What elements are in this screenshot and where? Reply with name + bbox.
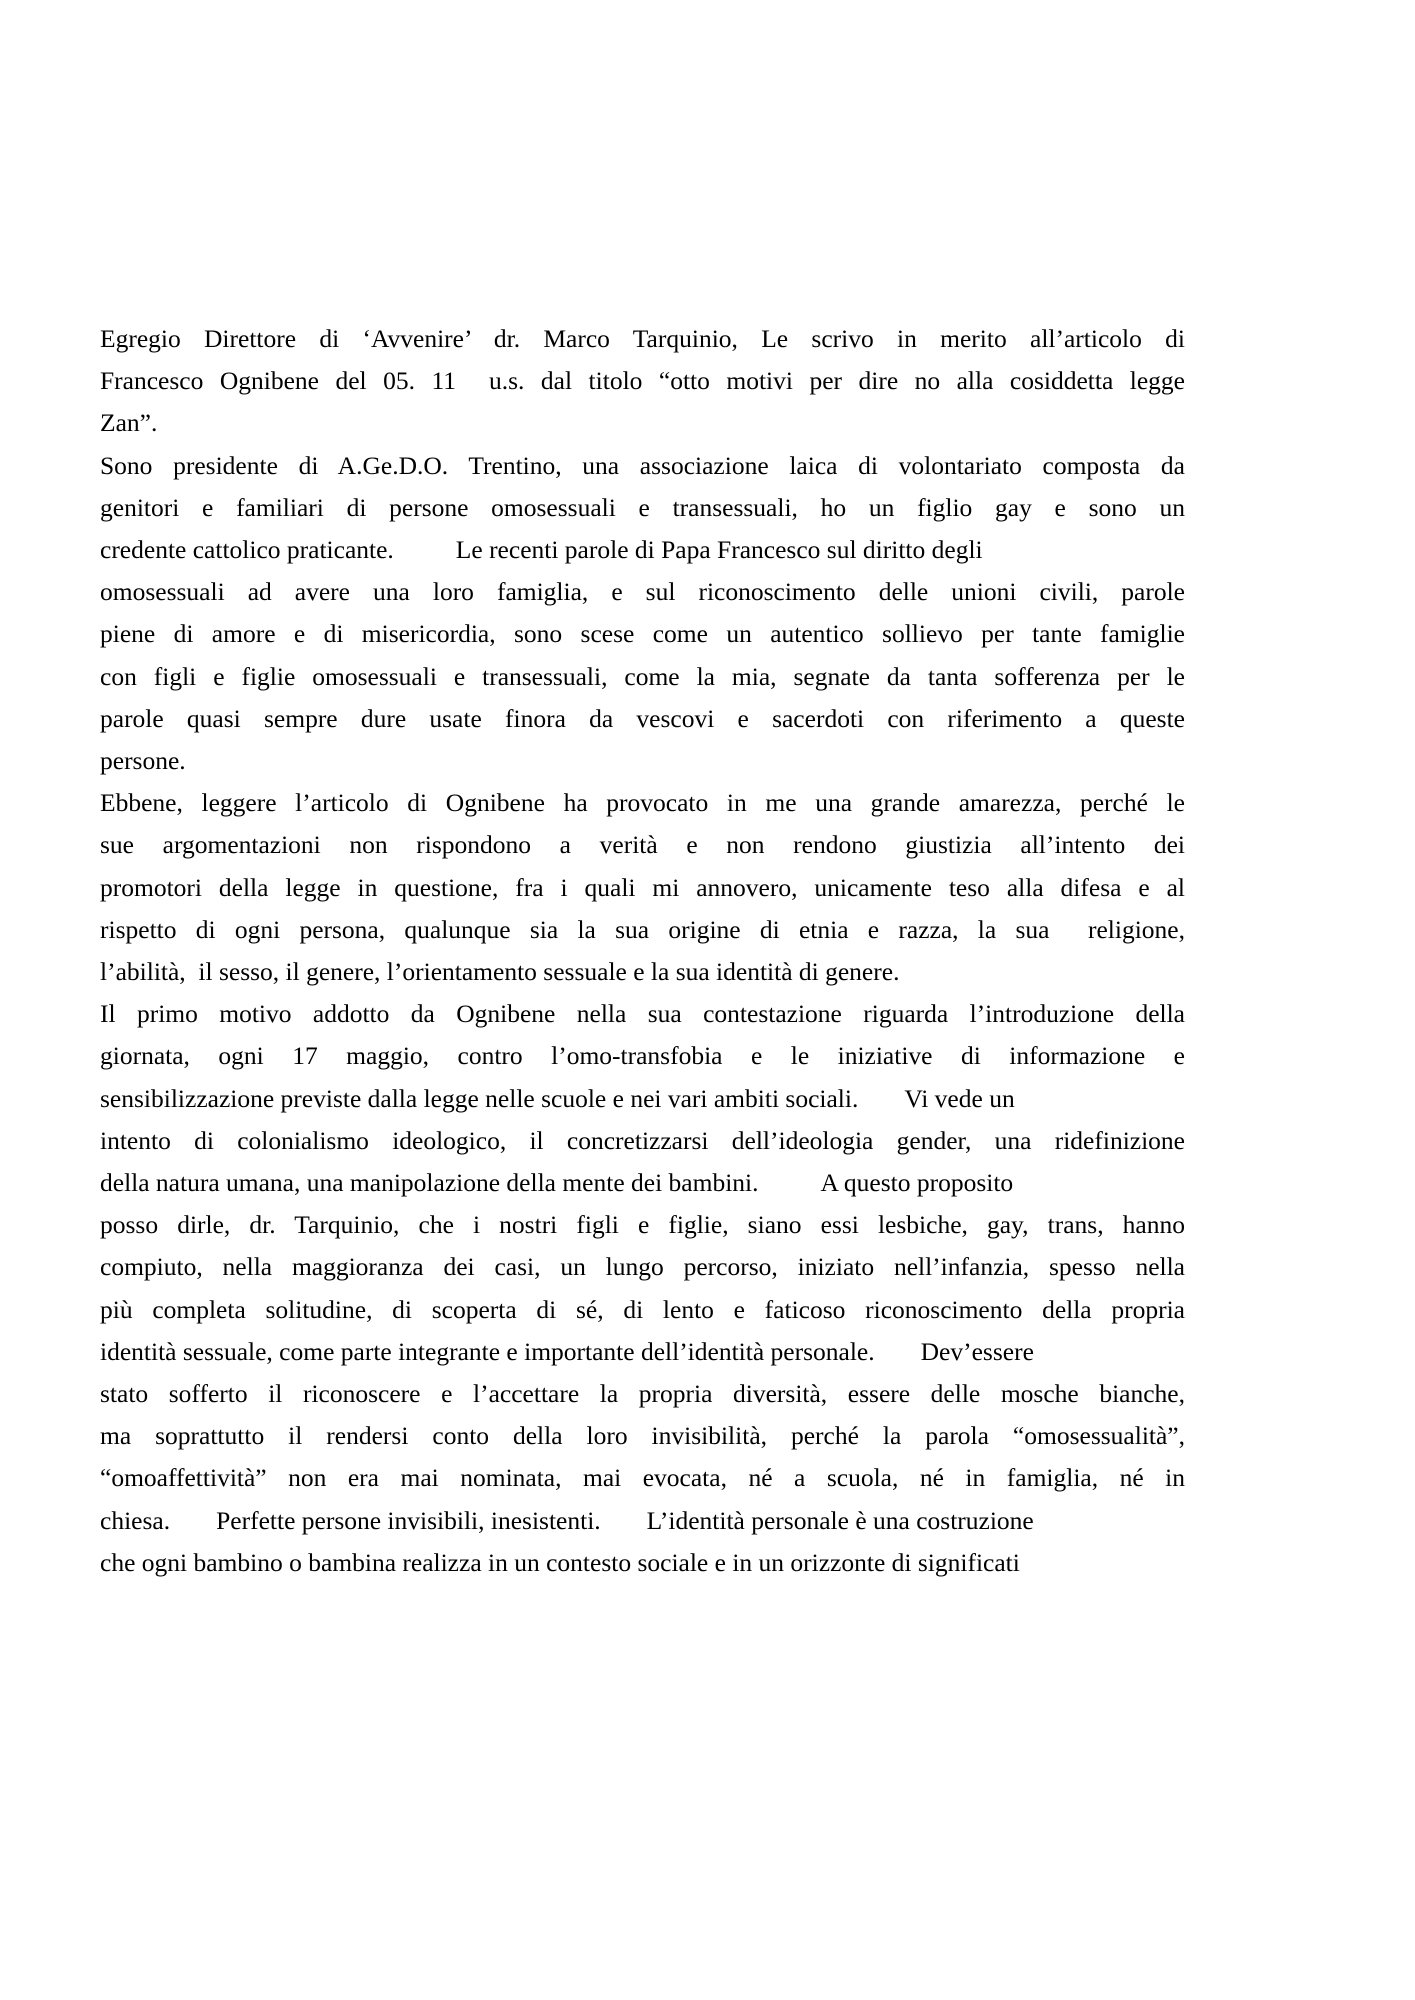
text-line: genitori e familiari di persone omosessuali e transessuali, ho un figlio gay e sono un xyxy=(100,492,1185,522)
text-line-split xyxy=(100,1331,1185,1373)
text-line: intento di colonialismo ideologico, il concretizzarsi dell’ideologia gender, una ridefinizione xyxy=(100,1125,1185,1155)
text-segment: A questo proposito xyxy=(820,1168,1014,1198)
text-line: ma soprattutto il rendersi conto della loro invisibilità, perché la parola “omosessualità”, xyxy=(100,1421,1185,1451)
text-line: Zan”. xyxy=(100,408,158,438)
text-segment: identità sessuale, come parte integrante e importante dell’identità personale. xyxy=(100,1336,875,1366)
text-segment: credente cattolico praticante. xyxy=(100,535,394,565)
text-segment: sensibilizzazione previste dalla legge nelle scuole e nei vari ambiti sociali. xyxy=(100,1083,859,1113)
letter-body xyxy=(100,318,1185,1584)
text-line: parole quasi sempre dure usate finora da vescovi e sacerdoti con riferimento a queste xyxy=(100,703,1185,733)
text-line-split xyxy=(100,1162,1185,1204)
text-segment: della natura umana, una manipolazione della mente dei bambini. xyxy=(100,1168,759,1198)
text-line: Francesco Ognibene del 05. 11 u.s. dal titolo “otto motivi per dire no alla cosiddetta legge xyxy=(100,366,1185,396)
text-line: “omoaffettività” non era mai nominata, mai evocata, né a scuola, né in famiglia, né in xyxy=(100,1463,1185,1493)
text-line: più completa solitudine, di scoperta di sé, di lento e faticoso riconoscimento della propria xyxy=(100,1294,1185,1324)
text-line: con figli e figlie omosessuali e transessuali, come la mia, segnate da tanta sofferenza per le xyxy=(100,661,1185,691)
text-line: Il primo motivo addotto da Ognibene nella sua contestazione riguarda l’introduzione della xyxy=(100,999,1185,1029)
text-line: omosessuali ad avere una loro famiglia, e sul riconoscimento delle unioni civili, parole xyxy=(100,577,1185,607)
paragraph-3 xyxy=(100,782,1185,993)
text-line: piene di amore e di misericordia, sono scese come un autentico sollievo per tante famiglie xyxy=(100,619,1185,649)
paragraph-4 xyxy=(100,993,1185,1584)
text-segment: Le recenti parole di Papa Francesco sul diritto degli xyxy=(455,535,983,565)
text-line: giornata, ogni 17 maggio, contro l’omo-transfobia e le iniziative di informazione e xyxy=(100,1041,1185,1071)
text-segment: L’identità personale è una costruzione xyxy=(646,1505,1034,1535)
text-line-split xyxy=(100,1078,1185,1120)
paragraph-1 xyxy=(100,318,1185,445)
text-line-split xyxy=(100,529,1185,571)
text-line: stato sofferto il riconoscere e l’accettare la propria diversità, essere delle mosche bianche, xyxy=(100,1379,1185,1409)
text-segment: Perfette persone invisibili, inesistenti. xyxy=(216,1505,601,1535)
text-line: sue argomentazioni non rispondono a verità e non rendono giustizia all’intento dei xyxy=(100,830,1185,860)
text-line: l’abilità, il sesso, il genere, l’orientamento sessuale e la sua identità di genere. xyxy=(100,957,900,987)
text-segment: Vi vede un xyxy=(904,1083,1015,1113)
text-segment: Dev’essere xyxy=(920,1336,1034,1366)
text-line: compiuto, nella maggioranza dei casi, un lungo percorso, iniziato nell’infanzia, spesso nella xyxy=(100,1252,1185,1282)
text-line: che ogni bambino o bambina realizza in un contesto sociale e in un orizzonte di significati xyxy=(100,1547,1020,1577)
text-line-split xyxy=(100,1500,1185,1542)
text-line: Egregio Direttore di ‘Avvenire’ dr. Marco Tarquinio, Le scrivo in merito all’articolo di xyxy=(100,324,1185,353)
text-line: Ebbene, leggere l’articolo di Ognibene ha provocato in me una grande amarezza, perché le xyxy=(100,788,1185,818)
text-line: posso dirle, dr. Tarquinio, che i nostri figli e figlie, siano essi lesbiche, gay, trans, hanno xyxy=(100,1210,1185,1240)
text-line: promotori della legge in questione, fra i quali mi annovero, unicamente teso alla difesa e al xyxy=(100,872,1185,902)
text-line: persone. xyxy=(100,746,186,776)
text-segment: chiesa. xyxy=(100,1505,171,1535)
text-line: rispetto di ogni persona, qualunque sia la sua origine di etnia e razza, la sua religione, xyxy=(100,914,1185,944)
text-line: Sono presidente di A.Ge.D.O. Trentino, una associazione laica di volontariato composta da xyxy=(100,450,1185,480)
paragraph-2 xyxy=(100,445,1185,783)
